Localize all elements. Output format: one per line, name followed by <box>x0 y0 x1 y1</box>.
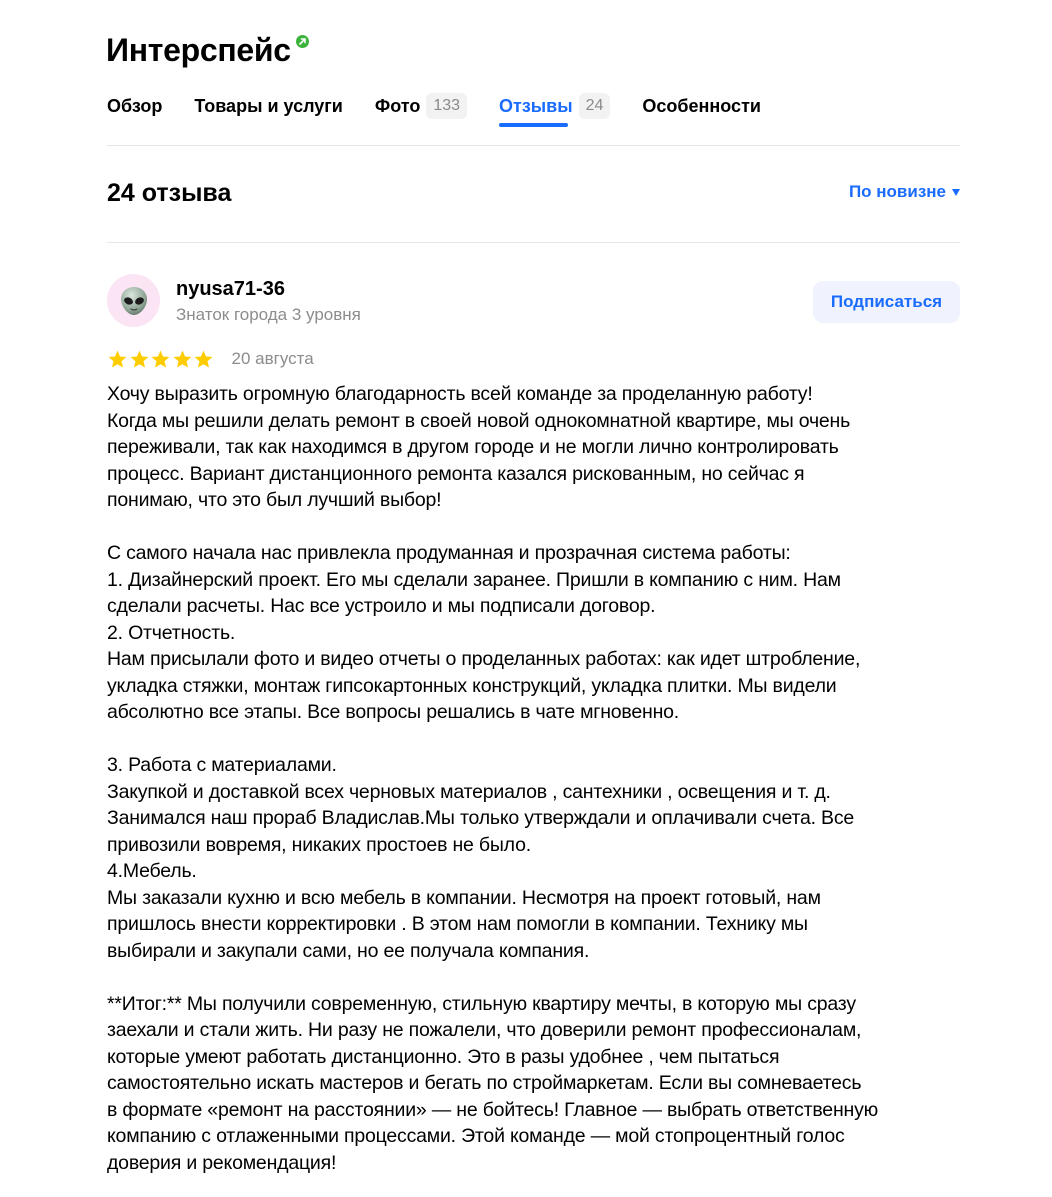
review-text-line: абсолютно все этапы. Все вопросы решались в чате мгновенно. <box>107 701 680 723</box>
review-text-line: привозили вовремя, никаких простоев не было. <box>107 833 531 856</box>
review-date: 20 августа <box>231 349 314 368</box>
tab-label: Отзывы <box>499 95 573 116</box>
star-icon <box>129 349 150 370</box>
review-text-line: процесс. Вариант дистанционного ремонта казался рискованным, но сейчас я <box>107 462 805 485</box>
tab-0[interactable] <box>107 88 162 124</box>
review-text-line: Мы заказали кухню и всю мебель в компании. Несмотря на проект готовый, нам <box>107 886 821 909</box>
author-name[interactable]: nyusa71-36 <box>176 278 285 300</box>
sort-dropdown[interactable] <box>849 182 960 202</box>
caret-down-icon <box>952 189 960 196</box>
tab-label: Фото <box>374 95 421 116</box>
alien-icon <box>120 286 148 316</box>
org-name: Интерспейс <box>106 32 291 68</box>
review-text-line: укладка стяжки, монтаж гипсокартонных конструкций, укладка плитки. Мы видели <box>107 674 837 697</box>
reviews-count-heading: 24 отзыва <box>107 179 232 207</box>
star-icon <box>193 349 214 370</box>
sort-label: По новизне <box>848 182 946 201</box>
review-text-line: 3. Работа с материалами. <box>107 754 337 776</box>
tab-4[interactable] <box>642 88 761 124</box>
review-text-line: **Итог:** Мы получили современную, стильную квартиру мечты, в которую мы сразу <box>107 992 856 1015</box>
review-text-line: 4.Мебель. <box>107 860 197 882</box>
subscribe-button[interactable]: Подписаться <box>813 281 960 323</box>
review-text-line: доверия и рекомендация! <box>107 1151 337 1174</box>
review-text-line: сделали расчеты. Нас все устроило и мы подписали договор. <box>107 595 656 617</box>
star-icon <box>150 349 171 370</box>
tab-label: Обзор <box>107 95 163 116</box>
review-text-line: С самого начала нас привлекла продуманная и прозрачная система работы: <box>107 542 791 564</box>
header-divider <box>107 242 960 243</box>
tab-1[interactable] <box>194 88 342 124</box>
review-text-line: Нам присылали фото и видео отчеты о проделанных работах: как идет штробление, <box>107 648 861 670</box>
author-level: Знаток города 3 уровня <box>176 305 361 324</box>
org-tabs <box>107 88 793 124</box>
review-text-line: выбирали и закупали сами, но ее получала компания. <box>107 939 590 962</box>
tab-label: Особенности <box>642 95 761 116</box>
review-text-line: в формате «ремонт на расстоянии» — не бойтесь! Главное — выбрать ответственную <box>107 1098 879 1121</box>
review-text-line: Закупкой и доставкой всех черновых материалов , сантехники , освещения и т. д. <box>107 780 831 803</box>
star-rating <box>107 349 215 370</box>
star-icon <box>107 349 128 370</box>
review-text-line: Когда мы решили делать ремонт в своей новой однокомнатной квартире, мы очень <box>107 409 851 432</box>
review-text-line: компанию с отлаженными процессами. Этой команде — мой стопроцентный голос <box>107 1125 845 1147</box>
review-text-line <box>107 964 967 991</box>
tab-label: Товары и услуги <box>194 95 343 116</box>
review-text-line: 1. Дизайнерский проект. Его мы сделали заранее. Пришли в компанию с ним. Нам <box>107 568 841 591</box>
tab-count-badge: 24 <box>579 93 611 119</box>
tab-3[interactable] <box>499 88 610 124</box>
tab-2[interactable] <box>375 88 467 124</box>
tab-count-badge: 133 <box>426 93 467 119</box>
review-text-line: 2. Отчетность. <box>107 621 236 644</box>
review-text-line: которые умеют работать дистанционно. Это в разы удобнее , чем пытаться <box>107 1045 780 1068</box>
review-rating-row <box>107 347 314 371</box>
review-text-line: заехали и стали жить. Ни разу не пожалели, что доверили ремонт профессионалам, <box>107 1019 862 1041</box>
review-text-line: самостоятельно искать мастеров и бегать по строймаркетам. Если вы сомневаетесь <box>107 1072 862 1094</box>
tabs-divider <box>107 145 960 146</box>
review-text <box>107 381 967 1176</box>
avatar[interactable] <box>107 274 160 327</box>
review-text-line: переживали, так как находимся в другом городе и не могли лично контролировать <box>107 436 839 458</box>
review-text-line: Занимался наш прораб Владислав.Мы только утверждали и оплачивали счета. Все <box>107 807 855 829</box>
verified-badge-icon <box>296 35 309 48</box>
review-text-line: Хочу выразить огромную благодарность всей команде за проделанную работу! <box>107 383 813 405</box>
review-text-line <box>107 726 967 753</box>
org-title <box>106 30 309 70</box>
review-text-line: пришлось внести корректировки . В этом нам помогли в компании. Технику мы <box>107 913 808 935</box>
review-text-line: понимаю, что это был лучший выбор! <box>107 489 442 511</box>
review-text-line <box>107 514 967 541</box>
star-icon <box>172 349 193 370</box>
